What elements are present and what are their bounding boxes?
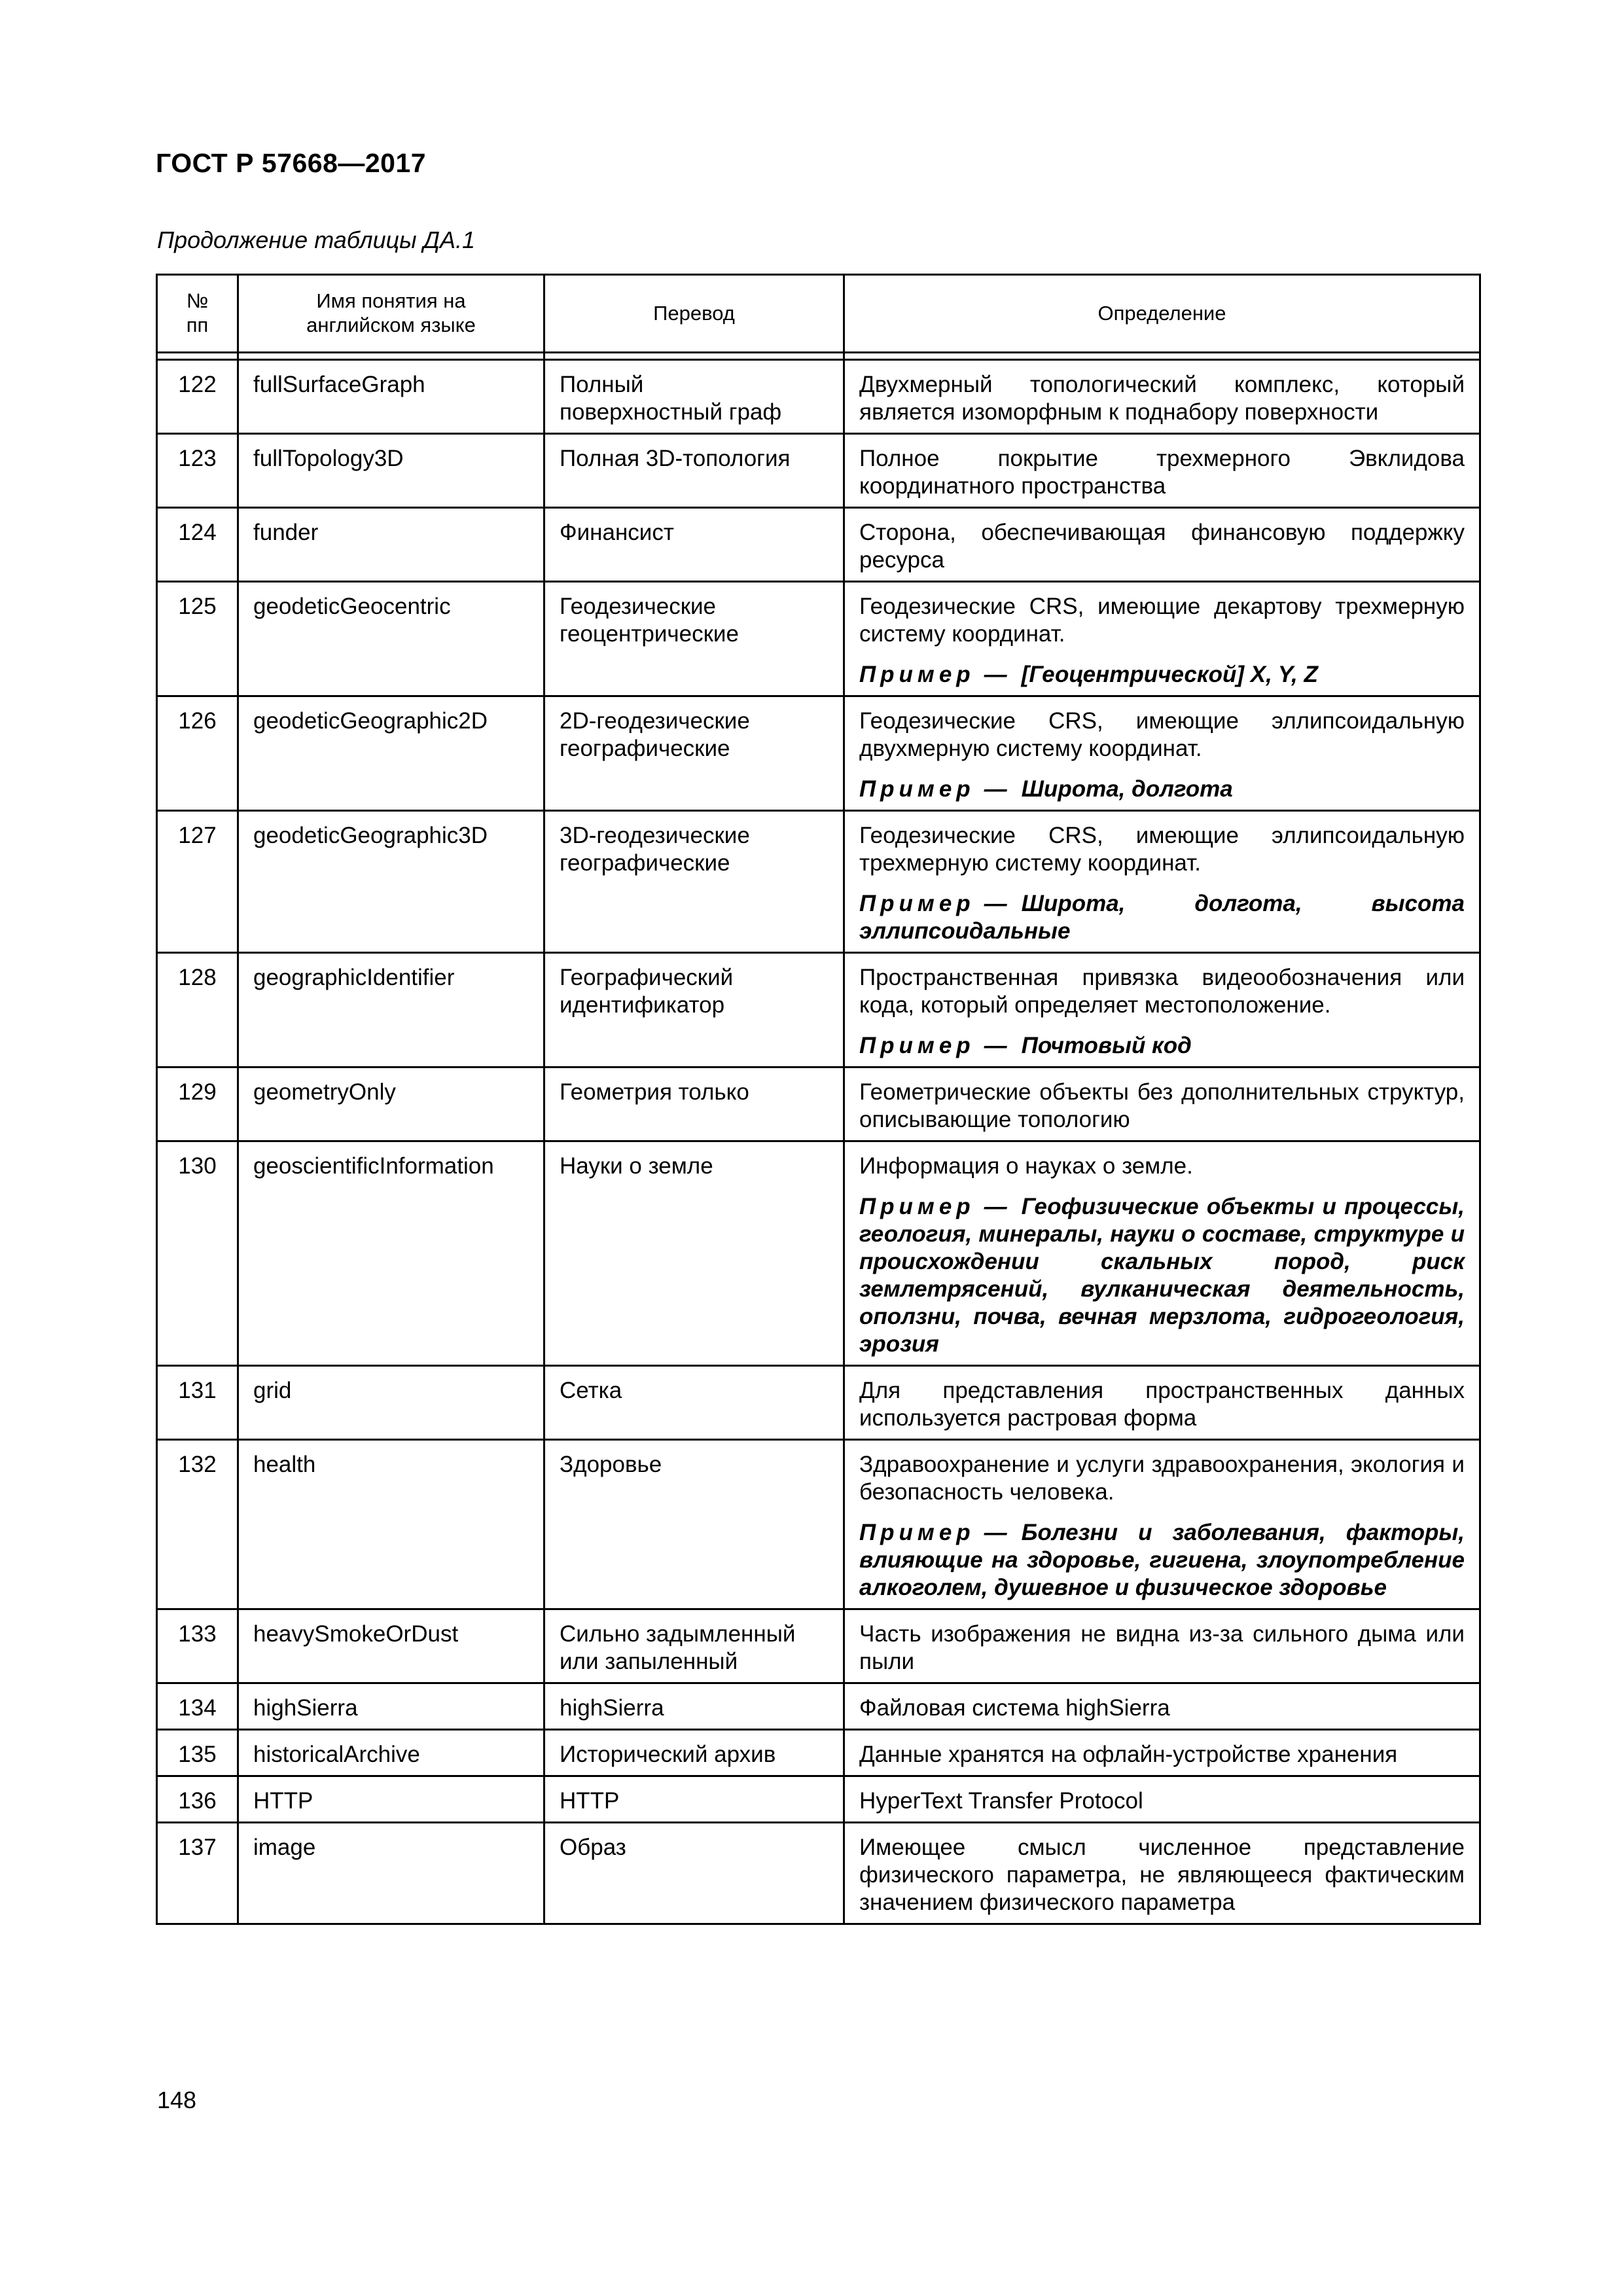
translation-cell xyxy=(544,582,844,696)
example-dash: — xyxy=(984,776,1007,802)
definition-text: Часть изображения не видна из-за сильного дыма или пыли xyxy=(859,1621,1465,1674)
row-number-cell: 127 xyxy=(157,811,238,953)
table-row xyxy=(157,1730,1480,1776)
term-name-cell: geoscientificInformation xyxy=(238,1141,544,1366)
row-number-cell: 132 xyxy=(157,1440,238,1609)
translation-line: Географический xyxy=(560,965,734,990)
table-row xyxy=(157,1823,1480,1924)
column-header-term-name xyxy=(238,275,544,353)
definition-example xyxy=(859,890,1465,945)
translation-line: HTTP xyxy=(560,1788,620,1814)
definition-cell xyxy=(844,1730,1480,1776)
table-row xyxy=(157,953,1480,1067)
definition-text: HyperText Transfer Protocol xyxy=(859,1788,1143,1814)
example-dash: — xyxy=(984,1520,1007,1545)
definition-text: Геодезические CRS, имеющие декартову трехмерную систему координат. xyxy=(859,594,1465,647)
definition-text: Двухмерный топологический комплекс, который является изоморфным к поднабору поверхности xyxy=(859,372,1465,425)
definition-cell xyxy=(844,1440,1480,1609)
definition-cell xyxy=(844,360,1480,434)
definition-example xyxy=(859,1032,1465,1060)
definition-cell xyxy=(844,1366,1480,1440)
term-name-cell: geodeticGeocentric xyxy=(238,582,544,696)
example-text: Почтовый код xyxy=(1021,1033,1192,1058)
example-text: Широта, долгота xyxy=(1021,776,1233,802)
definition-text: Сторона, обеспечивающая финансовую поддержку ресурса xyxy=(859,520,1465,573)
column-header-definition: Определение xyxy=(844,275,1480,353)
translation-line: Полная 3D-топология xyxy=(560,446,791,471)
row-number-cell: 130 xyxy=(157,1141,238,1366)
translation-line: Сетка xyxy=(560,1378,622,1403)
term-name-cell: geodeticGeographic2D xyxy=(238,696,544,811)
term-name-cell: heavySmokeOrDust xyxy=(238,1609,544,1683)
header-rule-cell xyxy=(238,353,544,360)
row-number-cell: 129 xyxy=(157,1067,238,1141)
translation-line: Финансист xyxy=(560,520,674,545)
example-label: Пример xyxy=(859,891,975,916)
translation-line: Сильно задымленный xyxy=(560,1621,796,1647)
term-name-cell: health xyxy=(238,1440,544,1609)
table-body xyxy=(157,360,1480,1924)
translation-line: 3D-геодезические xyxy=(560,823,750,848)
translation-line: highSierra xyxy=(560,1695,664,1721)
definition-example xyxy=(859,1519,1465,1602)
example-dash: — xyxy=(984,1194,1007,1219)
example-dash: — xyxy=(984,1033,1007,1058)
translation-line: Полный xyxy=(560,372,644,397)
row-number-cell: 124 xyxy=(157,508,238,582)
definition-text: Здравоохранение и услуги здравоохранения, экология и безопасность человека. xyxy=(859,1452,1465,1505)
translation-line: Геодезические xyxy=(560,594,717,619)
example-label: Пример xyxy=(859,1033,975,1058)
example-text: Широта, долгота, высота эллипсоидальные xyxy=(859,891,1465,944)
example-label: Пример xyxy=(859,1520,975,1545)
header-double-rule xyxy=(157,353,1480,360)
definition-text: Данные хранятся на офлайн-устройстве хранения xyxy=(859,1742,1398,1767)
translation-line: или запыленный xyxy=(560,1649,738,1674)
translation-line: Науки о земле xyxy=(560,1153,713,1179)
example-label: Пример xyxy=(859,1194,975,1219)
translation-line: Здоровье xyxy=(560,1452,662,1477)
table-row xyxy=(157,1609,1480,1683)
term-name-cell: highSierra xyxy=(238,1683,544,1730)
translation-cell xyxy=(544,1366,844,1440)
term-name-cell: fullSurfaceGraph xyxy=(238,360,544,434)
definition-cell xyxy=(844,1823,1480,1924)
column-header-term-name-line2: английском языке xyxy=(306,314,476,336)
column-header-term-name-line1: Имя понятия на xyxy=(316,289,466,312)
definition-cell xyxy=(844,1067,1480,1141)
table-row xyxy=(157,1067,1480,1141)
row-number-cell: 131 xyxy=(157,1366,238,1440)
table-row xyxy=(157,1683,1480,1730)
translation-cell xyxy=(544,1776,844,1823)
example-dash: — xyxy=(984,662,1007,687)
term-name-cell: grid xyxy=(238,1366,544,1440)
table-row xyxy=(157,696,1480,811)
row-number-cell: 137 xyxy=(157,1823,238,1924)
table-row xyxy=(157,508,1480,582)
definition-text: Полное покрытие трехмерного Эвклидова координатного пространства xyxy=(859,446,1465,499)
example-text: [Геоцентрической] X, Y, Z xyxy=(1021,662,1318,687)
translation-line: поверхностный граф xyxy=(560,399,782,425)
definition-cell xyxy=(844,434,1480,508)
column-header-number-line2: пп xyxy=(186,314,209,336)
definition-text: Пространственная привязка видеообозначения или кода, который определяет местоположение. xyxy=(859,965,1465,1018)
column-header-number-line1: № xyxy=(186,289,209,312)
column-header-number xyxy=(157,275,238,353)
terms-table-container xyxy=(156,274,1479,1925)
definition-example xyxy=(859,1193,1465,1358)
term-name-cell: fullTopology3D xyxy=(238,434,544,508)
translation-line: геоцентрические xyxy=(560,621,739,647)
terms-table xyxy=(156,274,1481,1925)
translation-line: идентификатор xyxy=(560,992,725,1018)
page-number: 148 xyxy=(157,2087,197,2113)
translation-line: Геометрия только xyxy=(560,1079,749,1105)
translation-line: Исторический архив xyxy=(560,1742,776,1767)
translation-cell xyxy=(544,434,844,508)
row-number-cell: 136 xyxy=(157,1776,238,1823)
translation-cell xyxy=(544,1067,844,1141)
definition-cell xyxy=(844,953,1480,1067)
row-number-cell: 133 xyxy=(157,1609,238,1683)
example-text: Геофизические объекты и процессы, геология, минералы, науки о составе, структуре и происхождении скальных пород, риск землетрясений, вулканическая деятельность, оползни, почва, вечная мерзлота, гидрогеология, эрозия xyxy=(859,1194,1465,1357)
definition-example xyxy=(859,661,1465,689)
translation-cell xyxy=(544,1683,844,1730)
header-rule-cell xyxy=(157,353,238,360)
term-name-cell: historicalArchive xyxy=(238,1730,544,1776)
translation-cell xyxy=(544,1141,844,1366)
term-name-cell: geodeticGeographic3D xyxy=(238,811,544,953)
row-number-cell: 135 xyxy=(157,1730,238,1776)
definition-text: Информация о науках о земле. xyxy=(859,1153,1193,1179)
row-number-cell: 123 xyxy=(157,434,238,508)
definition-cell xyxy=(844,508,1480,582)
definition-cell xyxy=(844,1609,1480,1683)
definition-text: Для представления пространственных данных используется растровая форма xyxy=(859,1378,1465,1431)
example-label: Пример xyxy=(859,776,975,802)
translation-cell xyxy=(544,1730,844,1776)
definition-cell xyxy=(844,811,1480,953)
term-name-cell: geometryOnly xyxy=(238,1067,544,1141)
definition-text: Файловая система highSierra xyxy=(859,1695,1170,1721)
definition-cell xyxy=(844,1776,1480,1823)
translation-cell xyxy=(544,508,844,582)
table-row xyxy=(157,811,1480,953)
row-number-cell: 125 xyxy=(157,582,238,696)
table-header-row xyxy=(157,275,1480,353)
translation-line: географические xyxy=(560,850,730,876)
definition-cell xyxy=(844,1141,1480,1366)
table-row xyxy=(157,1776,1480,1823)
definition-cell xyxy=(844,696,1480,811)
term-name-cell: image xyxy=(238,1823,544,1924)
translation-cell xyxy=(544,1609,844,1683)
header-rule-cell xyxy=(844,353,1480,360)
translation-cell xyxy=(544,1440,844,1609)
row-number-cell: 134 xyxy=(157,1683,238,1730)
example-text: Болезни и заболевания, факторы, влияющие на здоровье, гигиена, злоупотребление алкоголем, душевное и физическое здоровье xyxy=(859,1520,1465,1600)
row-number-cell: 126 xyxy=(157,696,238,811)
definition-text: Геометрические объекты без дополнительных структур, описывающие топологию xyxy=(859,1079,1465,1132)
translation-line: географические xyxy=(560,736,730,761)
definition-cell xyxy=(844,1683,1480,1730)
table-row xyxy=(157,1141,1480,1366)
table-row xyxy=(157,1366,1480,1440)
translation-cell xyxy=(544,1823,844,1924)
table-row xyxy=(157,1440,1480,1609)
definition-text: Имеющее смысл численное представление физического параметра, не являющееся фактическим значением физического параметра xyxy=(859,1835,1465,1915)
definition-text: Геодезические CRS, имеющие эллипсоидальную двухмерную систему координат. xyxy=(859,708,1465,761)
row-number-cell: 122 xyxy=(157,360,238,434)
document-header: ГОСТ Р 57668—2017 xyxy=(156,148,427,178)
example-label: Пример xyxy=(859,662,975,687)
header-rule-cell xyxy=(544,353,844,360)
column-header-translation: Перевод xyxy=(544,275,844,353)
term-name-cell: funder xyxy=(238,508,544,582)
row-number-cell: 128 xyxy=(157,953,238,1067)
table-row xyxy=(157,582,1480,696)
term-name-cell: geographicIdentifier xyxy=(238,953,544,1067)
definition-example xyxy=(859,776,1465,803)
definition-text: Геодезические CRS, имеющие эллипсоидальную трехмерную систему координат. xyxy=(859,823,1465,876)
translation-line: 2D-геодезические xyxy=(560,708,750,734)
translation-line: Образ xyxy=(560,1835,626,1860)
example-dash: — xyxy=(984,891,1007,916)
table-caption: Продолжение таблицы ДА.1 xyxy=(157,226,476,253)
table-row xyxy=(157,360,1480,434)
translation-cell xyxy=(544,953,844,1067)
term-name-cell: HTTP xyxy=(238,1776,544,1823)
definition-cell xyxy=(844,582,1480,696)
translation-cell xyxy=(544,696,844,811)
table-row xyxy=(157,434,1480,508)
translation-cell xyxy=(544,811,844,953)
translation-cell xyxy=(544,360,844,434)
